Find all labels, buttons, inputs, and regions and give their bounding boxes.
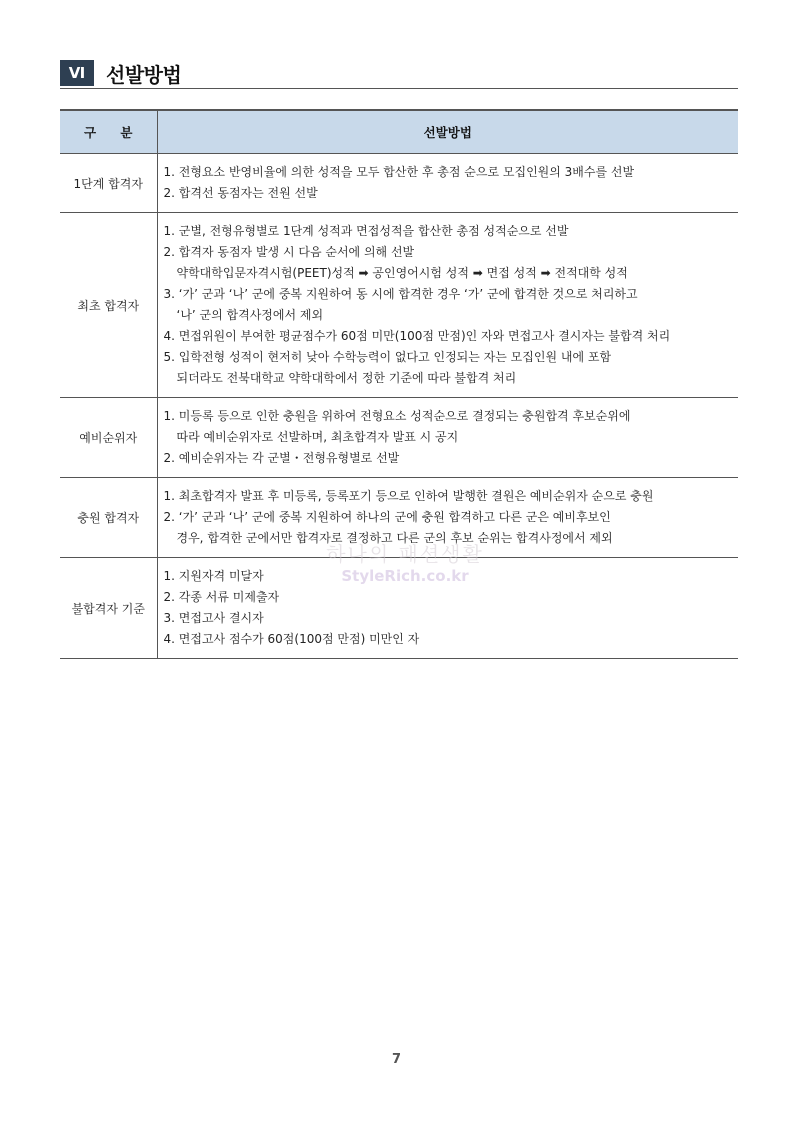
list-item-continuation: 약학대학입문자격시험(PEET)성적 ➡ 공인영어시험 성적 ➡ 면접 성적 ➡ 전적대학 성적 (176, 266, 628, 280)
row-content (157, 478, 738, 558)
list-item: 2. 예비순위자는 각 군별・전형유형별로 선발 (163, 451, 400, 465)
row-category: 1단계 합격자 (60, 154, 157, 213)
list-item: 4. 면접고사 점수가 60점(100점 만점) 미만인 자 (163, 632, 420, 646)
table-row (60, 398, 738, 478)
row-category: 최초 합격자 (60, 213, 157, 398)
row-content (157, 154, 738, 213)
list-item: 2. 합격선 동점자는 전원 선발 (163, 186, 318, 200)
list-item: 4. 면접위원이 부여한 평균점수가 60점 미만(100점 만점)인 자와 면접고사 결시자는 불합격 처리 (163, 329, 671, 343)
table-row (60, 213, 738, 398)
row-category: 예비순위자 (60, 398, 157, 478)
list-item: 1. 군별, 전형유형별로 1단계 성적과 면접성적을 합산한 총점 성적순으로 선발 (163, 224, 569, 238)
list-item: 2. 각종 서류 미제출자 (163, 590, 280, 604)
list-item: 1. 미등록 등으로 인한 충원을 위하여 전형요소 성적순으로 결정되는 충원합격 후보순위에 (163, 409, 631, 423)
list-item: 1. 지원자격 미달자 (163, 569, 264, 583)
list-item: 2. ‘가’ 군과 ‘나’ 군에 중복 지원하여 하나의 군에 충원 합격하고 다른 군은 예비후보인 (163, 510, 611, 524)
list-item: 3. ‘가’ 군과 ‘나’ 군에 중복 지원하여 동 시에 합격한 경우 ‘가’ 군에 합격한 것으로 처리하고 (163, 287, 638, 301)
table-body (60, 154, 738, 659)
header-category: 구 분 (60, 110, 157, 154)
watermark-text-top: 하나의 패션생활 (326, 542, 484, 566)
list-item: 1. 전형요소 반영비율에 의한 성적을 모두 합산한 후 총점 순으로 모집인원의 3배수를 선발 (163, 165, 635, 179)
list-item-continuation: 되더라도 전북대학교 약학대학에서 정한 기준에 따라 불합격 처리 (176, 371, 517, 385)
table-row (60, 154, 738, 213)
list-item: 2. 합격자 동점자 발생 시 다음 순서에 의해 선발 (163, 245, 415, 259)
row-content (157, 398, 738, 478)
row-category: 충원 합격자 (60, 478, 157, 558)
list-item-continuation: 경우, 합격한 군에서만 합격자로 결정하고 다른 군의 후보 순위는 합격사정에서 제외 (176, 531, 613, 545)
row-content (157, 558, 738, 659)
page-number: 7 (391, 1052, 402, 1067)
list-item-continuation: 따라 예비순위자로 선발하며, 최초합격자 발표 시 공지 (176, 430, 459, 444)
watermark-text-bottom: StyleRich.co.kr (341, 567, 469, 585)
list-item: 3. 면접고사 결시자 (163, 611, 264, 625)
table-header-row (60, 110, 738, 154)
header-method: 선발방법 (157, 110, 738, 154)
section-header (60, 58, 738, 89)
table-row (60, 558, 738, 659)
section-title: 선발방법 (106, 63, 182, 87)
list-item-continuation: ‘나’ 군의 합격사정에서 제외 (176, 308, 324, 322)
selection-method-table (60, 109, 738, 659)
section-number-badge: Ⅵ (60, 60, 94, 86)
table-row (60, 478, 738, 558)
list-item: 1. 최초합격자 발표 후 미등록, 등록포기 등으로 인하여 발행한 결원은 예비순위자 순으로 충원 (163, 489, 654, 503)
row-category: 불합격자 기준 (60, 558, 157, 659)
row-content (157, 213, 738, 398)
list-item: 5. 입학전형 성적이 현저히 낮아 수학능력이 없다고 인정되는 자는 모집인원 내에 포함 (163, 350, 612, 364)
